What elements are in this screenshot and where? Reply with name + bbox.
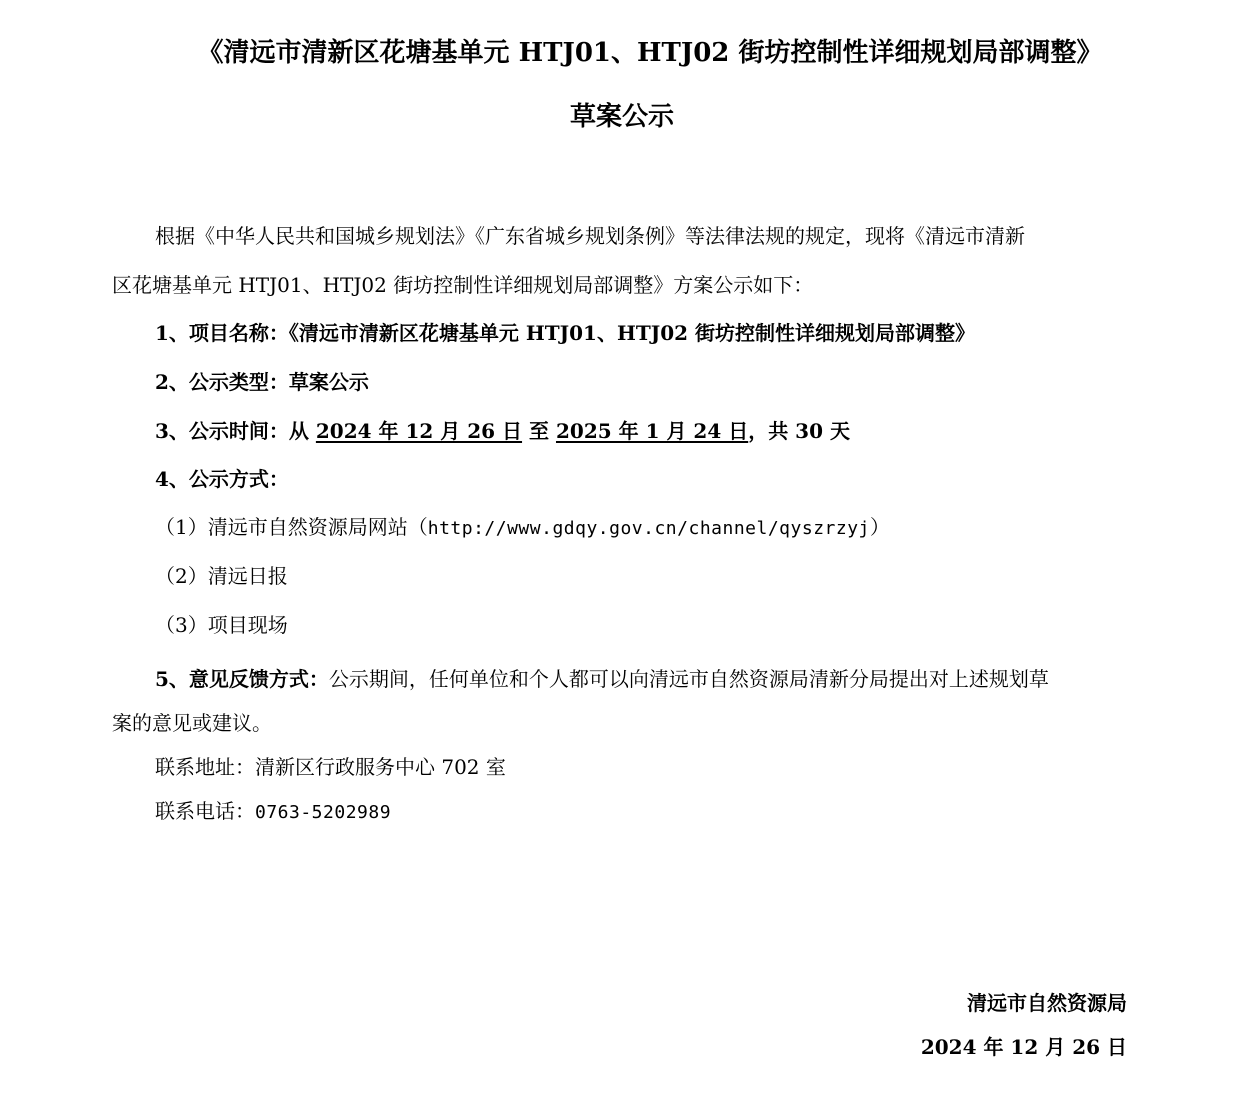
item-project-name [155,319,975,347]
item-feedback-text-line2: 案的意见或建议。 [112,711,272,735]
item-project-name-label: 1、项目名称： [155,321,289,345]
method-website-url[interactable]: http://www.gdqy.gov.cn/channel/qyszrzyj [427,518,870,539]
method-website-prefix: （1）清远市自然资源局网站（ [155,515,428,539]
contact-address-value: 清新区行政服务中心 702 室 [255,755,506,779]
contact-phone-label: 联系电话： [155,799,255,823]
method-newspaper: （2）清远日报 [155,564,288,588]
item-publicity-type-value: 草案公示 [288,370,369,394]
contact-address-label: 联系地址： [155,755,255,779]
publicity-start-date: 2024 年 12 月 26 日 [315,419,523,443]
contact-phone [155,797,391,827]
item-feedback-text-line1: 公示期间，任何单位和个人都可以向清远市自然资源局清新分局提出对上述规划草 [328,667,1049,691]
document-title-line1: 《清远市清新区花塘基单元 HTJ01、HTJ02 街坊控制性详细规划局部调整》 [197,38,1103,68]
item-feedback-label: 5、意见反馈方式： [155,667,329,691]
item-publicity-type [155,368,369,396]
publicity-period-to: 至 [522,419,556,443]
signature-organization: 清远市自然资源局 [967,991,1127,1015]
item-publicity-period [155,417,850,445]
publicity-end-date: 2025 年 1 月 24 日 [555,419,749,443]
method-website-suffix: ） [869,515,890,539]
publicity-period-total: ，共 30 天 [748,419,850,443]
method-website [155,513,890,543]
item-publicity-type-label: 2、公示类型： [155,370,289,394]
item-project-name-value: 《清远市清新区花塘基单元 HTJ01、HTJ02 街坊控制性详细规划局部调整》 [288,321,975,345]
signature-date: 2024 年 12 月 26 日 [920,1035,1127,1059]
item-publicity-period-label: 3、公示时间：从 [155,419,316,443]
document-title-line2: 草案公示 [569,102,674,132]
intro-paragraph-line2: 区花塘基单元 HTJ01、HTJ02 街坊控制性详细规划局部调整》方案公示如下： [112,273,814,297]
method-site: （3）项目现场 [155,613,288,637]
item-feedback [155,665,1049,693]
item-publicity-method: 4、公示方式： [155,467,289,491]
intro-paragraph-line1: 根据《中华人民共和国城乡规划法》《广东省城乡规划条例》等法律法规的规定，现将《清远市清新 [155,224,1025,248]
contact-address [155,753,506,781]
contact-phone-value: 0763-5202989 [255,802,392,823]
